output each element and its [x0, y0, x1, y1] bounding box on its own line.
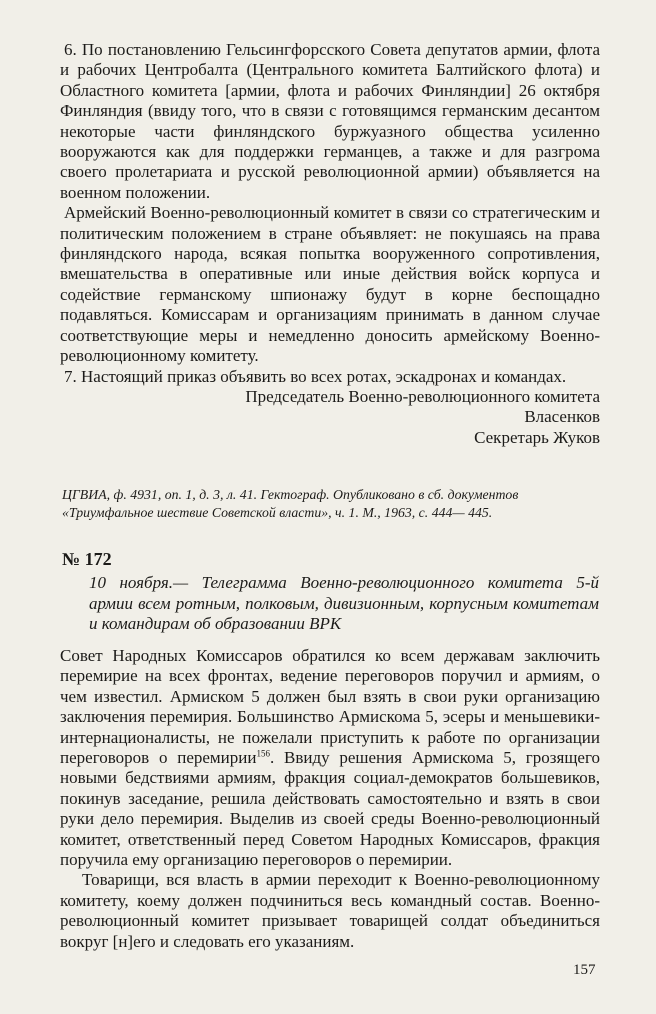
signature-secretary: Секретарь Жуков — [474, 427, 600, 447]
order-paragraph-6: 6. По постановлению Гельсингфорсского Совета депутатов армии, флота и рабочих Центробалта (Центрального комитета Балтийского флота) и Областного комитета [армии, флота и рабочих Финляндии] 26 октября Финляндия (ввиду того, что в связи с готовящимся германским десантом некоторые части финляндского буржуазного общества усиленно вооружаются как для поддержки германцев, а также и для разгрома своего пролетариата и русской революционной армии) объявляется на военном положении. — [60, 40, 600, 202]
signature-chairman-title: Председатель Военно-революционного комитета — [245, 386, 600, 406]
order-paragraph-7: 7. Настоящий приказ объявить во всех ротах, эскадронах и командах. — [64, 366, 567, 386]
telegram-body — [60, 646, 600, 952]
document-heading: 10 ноября.— Телеграмма Военно-революционного комитета 5-й армии всем ротным, полковым, дивизионным, корпусным комитетам и командирам об образовании ВРК — [89, 573, 599, 634]
order-paragraph-army-committee: Армейский Военно-революционный комитет в связи со стратегическим и политическим положением в стране объявляет: не покушаясь на права финляндского народа, всякая попытка вооруженного сопротивления, вмешательства в оперативные или иные действия войск корпуса и содействие германскому шпионажу будут в корне беспощадно подавляться. Комиссарам и организациям принимать в данном случае соответствующие меры и немедленно доносить армейскому Военно-революционному комитету. — [60, 203, 600, 366]
telegram-paragraph-1-part-a: Совет Народных Комиссаров обратился ко всем державам заключить перемирие на всех фронтах, ведение переговоров поручил и армиям, о чем известил. Армиском 5 должен был взять в свои руки организацию заключения перемирия. Большинство Армискома 5, эсеры и меньшевики-интернационалисты, не пожелали приступить к работе по организации переговоров о перемирии — [60, 646, 600, 768]
telegram-paragraph-2: Товарищи, вся власть в армии переходит к Военно-революционному комитету, коему должен подчиниться весь командный состав. Военно-революционный комитет призывает товарищей солдат объединиться вокруг [н]его и следовать его указаниям. — [60, 870, 600, 951]
page-number: 157 — [573, 962, 596, 978]
signature-chairman-name: Власенков — [524, 407, 600, 427]
footnote-reference[interactable]: 156 — [256, 748, 270, 759]
order-text-section — [60, 40, 600, 448]
telegram-paragraph-1-part-b: . Ввиду решения Армискома 5, грозящего новыми бедствиями армиям, фракция социал-демократов большевиков, покинув заседание, решила действовать самостоятельно и взять в свои руки дело перемирия. Выделив из своей среды Военно-революционный комитет, ответственный перед Советом Народных Комиссаров, фракция поручила ему организацию переговоров о перемирии. — [60, 748, 600, 870]
telegram-paragraph-1 — [60, 646, 600, 870]
document-number: № 172 — [62, 549, 112, 569]
archival-source-note: ЦГВИА, ф. 4931, оп. 1, д. 3, л. 41. Гектограф. Опубликовано в сб. документов «Триумфальное шествие Советской власти», ч. 1. М., 1963, с. 444— 445. — [62, 487, 519, 520]
